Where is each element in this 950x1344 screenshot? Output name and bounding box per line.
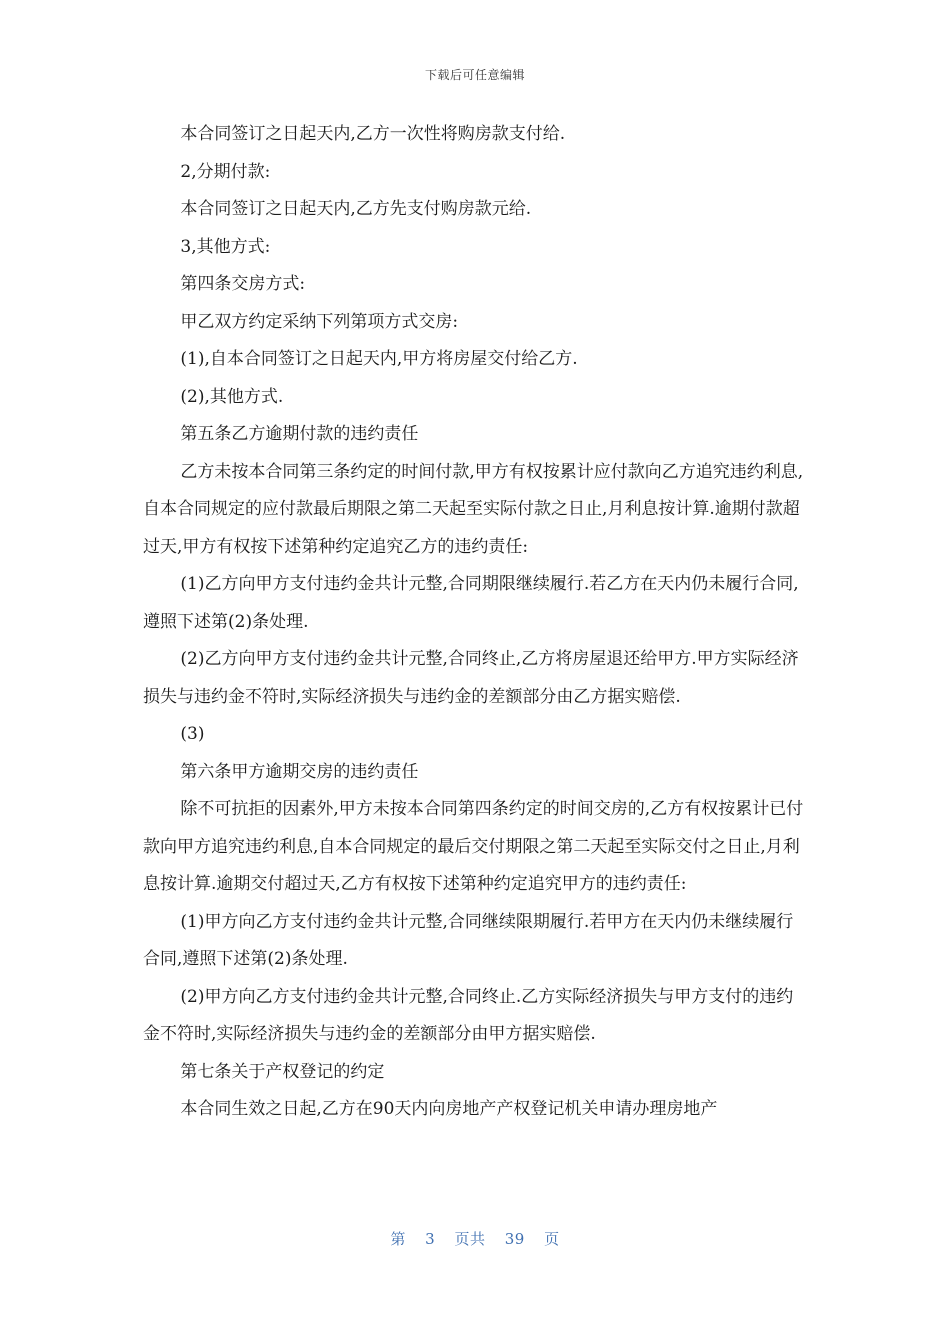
- current-page-number: 3: [425, 1230, 436, 1248]
- paragraph: 本合同签订之日起天内,乙方一次性将购房款支付给.: [180, 124, 566, 144]
- paragraph: (2),其他方式.: [180, 386, 284, 407]
- page-header: 下载后可任意编辑: [424, 68, 525, 82]
- paragraph: 甲乙双方约定采纳下列第项方式交房:: [180, 311, 459, 332]
- section-heading: 第四条交房方式:: [180, 274, 306, 294]
- footer-label-end: 页: [544, 1230, 560, 1248]
- footer-label-of: 页共: [454, 1230, 486, 1248]
- paragraph: (1)乙方向甲方支付违约金共计元整,合同期限继续履行.若乙方在天内仍未履行合同,遵照下述第(2)条处理.: [143, 574, 799, 632]
- paragraph: (1),自本合同签订之日起天内,甲方将房屋交付给乙方.: [180, 349, 578, 369]
- paragraph: (1)甲方向乙方支付违约金共计元整,合同继续限期履行.若甲方在天内仍未继续履行合同,遵照下述第(2)条处理.: [143, 911, 794, 969]
- section-heading: 第五条乙方逾期付款的违约责任: [180, 424, 419, 444]
- footer-label-page: 第: [390, 1230, 406, 1248]
- paragraph: 2,分期付款:: [180, 161, 271, 182]
- page-footer: [0, 1228, 950, 1249]
- paragraph: (2)甲方向乙方支付违约金共计元整,合同终止.乙方实际经济损失与甲方支付的违约金不符时,实际经济损失与违约金的差额部分由甲方据实赔偿.: [143, 986, 794, 1044]
- paragraph: 除不可抗拒的因素外,甲方未按本合同第四条约定的时间交房的,乙方有权按累计已付款向甲方追究违约利息,自本合同规定的最后交付期限之第二天起至实际交付之日止,月利息按计算.逾期交付超过天,乙方有权按下述第种约定追究甲方的违约责任:: [143, 799, 804, 894]
- paragraph: (2)乙方向甲方支付违约金共计元整,合同终止,乙方将房屋退还给甲方.甲方实际经济损失与违约金不符时,实际经济损失与违约金的差额部分由乙方据实赔偿.: [143, 649, 799, 707]
- section-heading: 第七条关于产权登记的约定: [180, 1061, 385, 1082]
- paragraph: 本合同生效之日起,乙方在90天内向房地产产权登记机关申请办理房地产: [180, 1099, 718, 1119]
- paragraph: 本合同签订之日起天内,乙方先支付购房款元给.: [180, 199, 532, 219]
- paragraph: (3): [180, 724, 205, 744]
- section-heading: 第六条甲方逾期交房的违约责任: [180, 761, 419, 782]
- document-body: [143, 116, 808, 1129]
- total-page-count: 39: [504, 1230, 525, 1248]
- paragraph: 3,其他方式:: [180, 236, 271, 257]
- paragraph: 乙方未按本合同第三条约定的时间付款,甲方有权按累计应付款向乙方追究违约利息,自本合同规定的应付款最后期限之第二天起至实际付款之日止,月利息按计算.逾期付款超过天,甲方有权按下述第种约定追究乙方的违约责任:: [143, 461, 804, 557]
